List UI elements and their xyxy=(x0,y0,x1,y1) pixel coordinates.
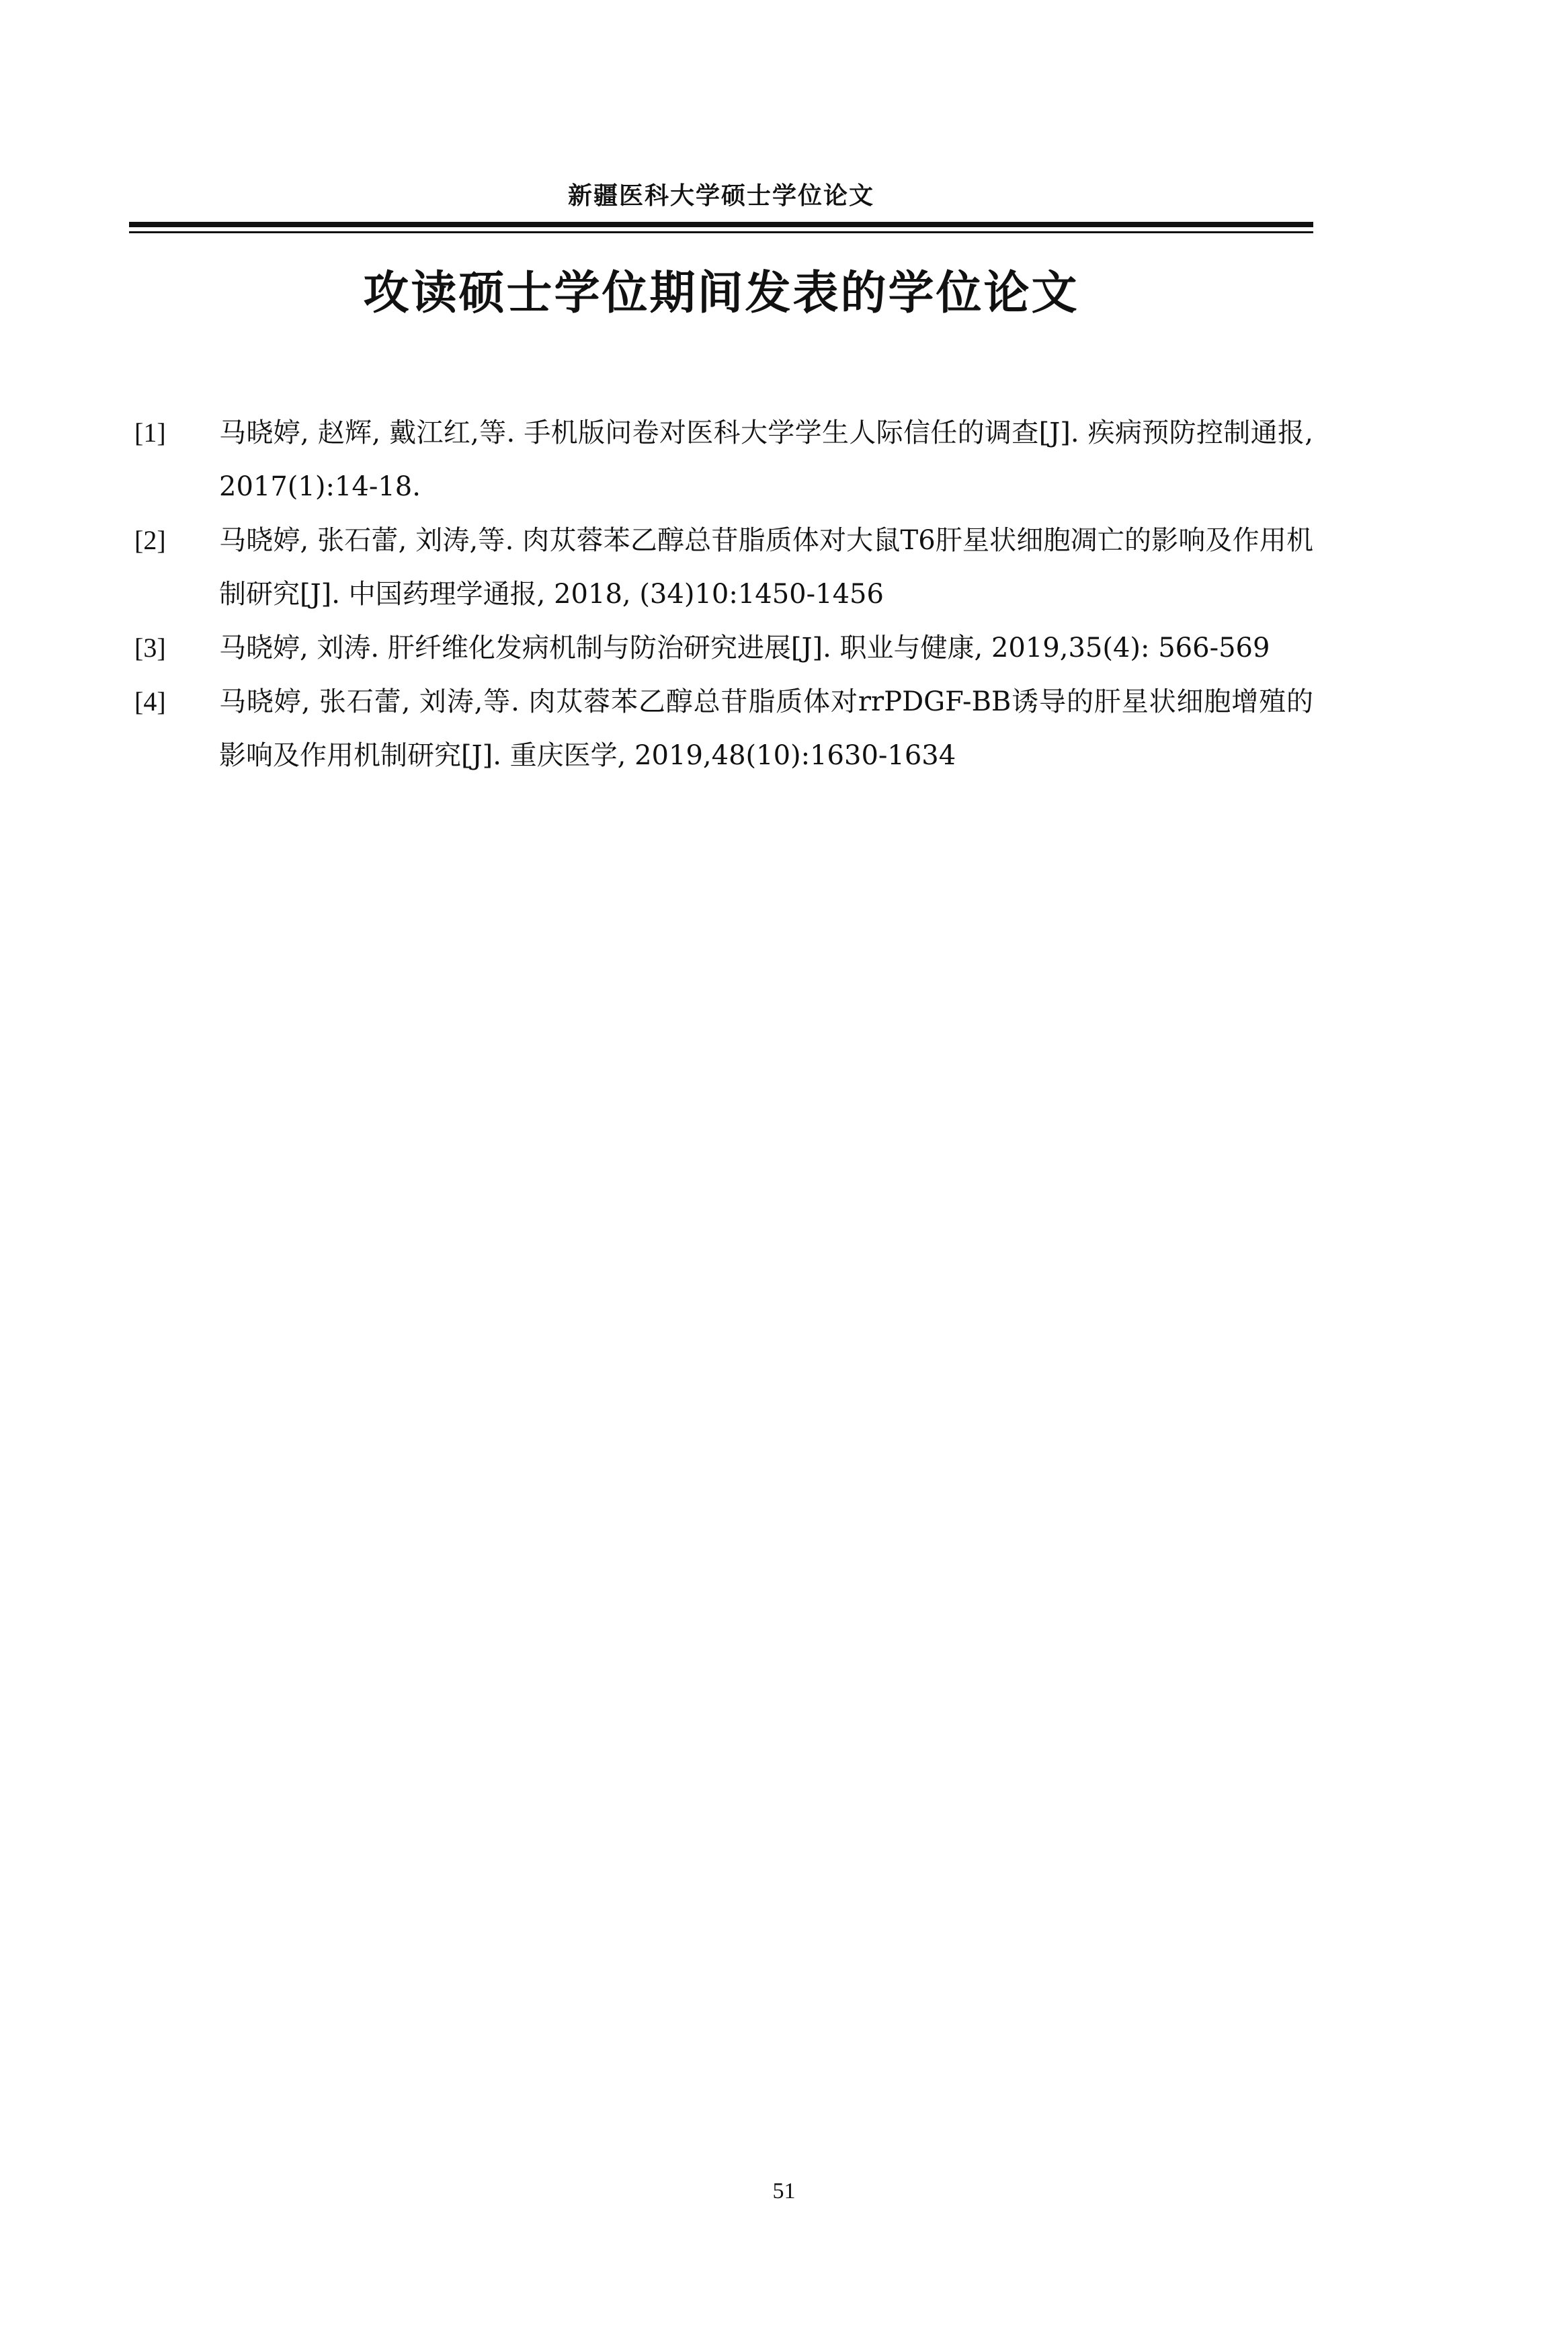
reference-number: [1] xyxy=(134,417,166,448)
header-rule-thin xyxy=(129,231,1313,233)
reference-list xyxy=(134,406,1313,782)
reference-item xyxy=(134,514,1313,621)
reference-item xyxy=(134,621,1313,675)
header-rule-thick xyxy=(129,222,1313,227)
page-number: 51 xyxy=(772,2179,796,2204)
running-header: 新疆医科大学硕士学位论文 xyxy=(567,182,874,210)
reference-text: 马晓婷, 张石蕾, 刘涛,等. 肉苁蓉苯乙醇总苷脂质体对大鼠T6肝星状细胞凋亡的影响及作用机制研究[J]. 中国药理学通报, 2018, (34)10:1450-1456 xyxy=(219,525,1313,610)
reference-number: [3] xyxy=(134,633,166,663)
reference-text: 马晓婷, 张石蕾, 刘涛,等. 肉苁蓉苯乙醇总苷脂质体对rrPDGF-BB诱导的肝星状细胞增殖的影响及作用机制研究[J]. 重庆医学, 2019,48(10):1630-1634 xyxy=(219,686,1313,771)
reference-item xyxy=(134,675,1313,782)
reference-text: 马晓婷, 刘涛. 肝纤维化发病机制与防治研究进展[J]. 职业与健康, 2019,35(4): 566-569 xyxy=(219,633,1270,663)
reference-number: [4] xyxy=(134,686,166,717)
reference-text: 马晓婷, 赵辉, 戴江红,等. 手机版问卷对医科大学学生人际信任的调查[J]. 疾病预防控制通报, 2017(1):14-18. xyxy=(219,417,1313,502)
reference-item xyxy=(134,406,1313,514)
reference-number: [2] xyxy=(134,525,166,555)
page-title: 攻读硕士学位期间发表的学位论文 xyxy=(363,267,1079,320)
